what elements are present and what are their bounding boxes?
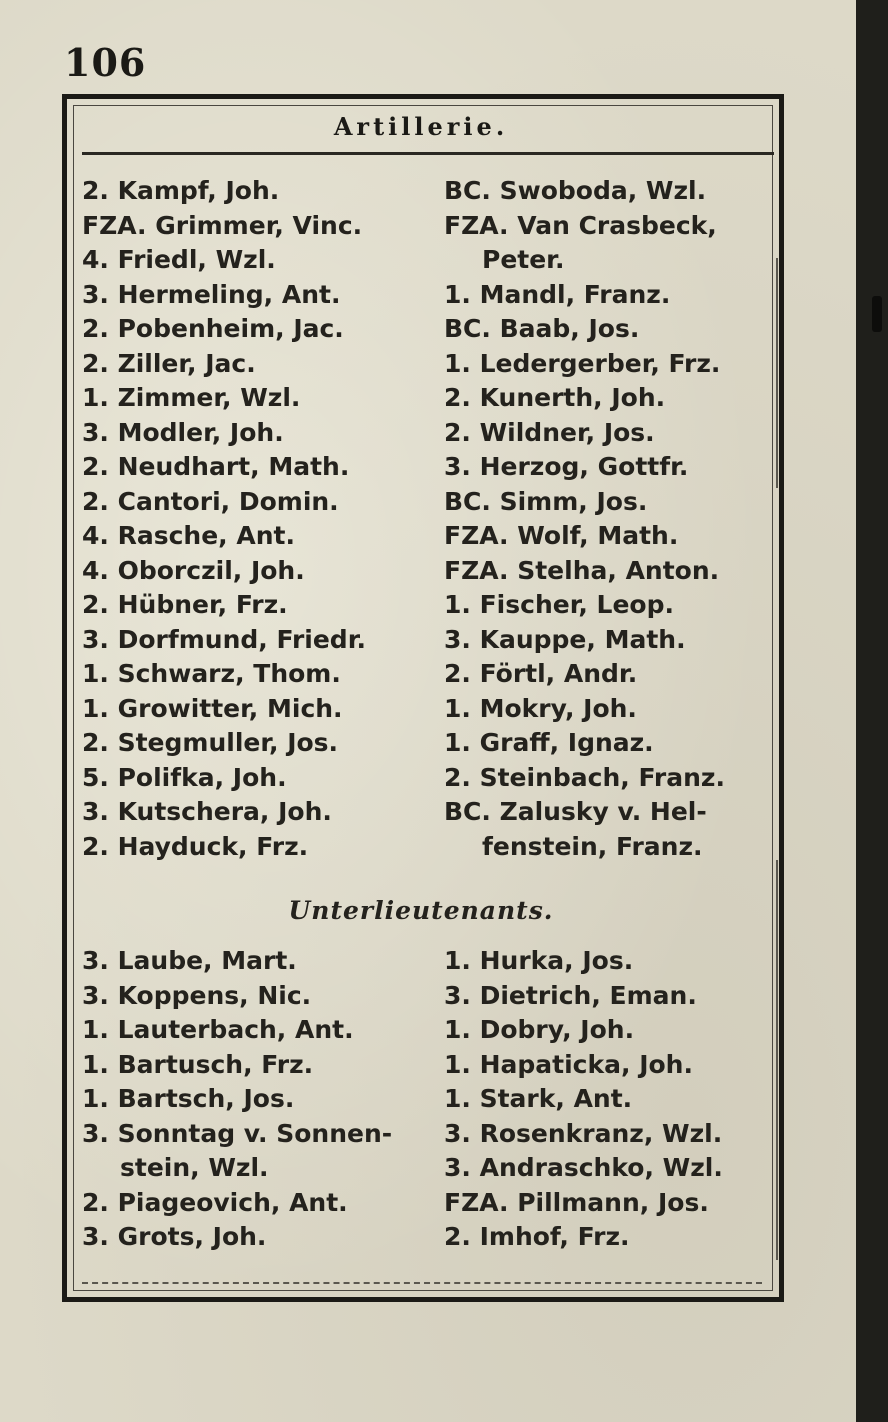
list-item: 3. Andraschko, Wzl.	[444, 1153, 723, 1182]
list-item: 3. Rosenkranz, Wzl.	[444, 1118, 723, 1148]
facing-page-edge	[856, 0, 888, 1422]
list-item: 2. Wildner, Jos.	[444, 417, 655, 447]
list-item: 3. Kauppe, Math.	[444, 624, 686, 654]
list-item: 1. Hapaticka, Joh.	[444, 1049, 693, 1079]
bottom-rule	[82, 1282, 762, 1284]
list-item: 4. Oborczil, Joh.	[82, 555, 305, 585]
list-item: 1. Schwarz, Thom.	[82, 659, 341, 688]
list-item: FZA. Pillmann, Jos.	[444, 1187, 709, 1217]
list-item: 2. Kampf, Joh.	[82, 176, 280, 205]
list-item: 3. Grots, Joh.	[82, 1222, 267, 1251]
list-item: 1. Bartsch, Jos.	[82, 1084, 295, 1113]
list-item: 1. Bartusch, Frz.	[82, 1049, 314, 1079]
list-item: 1. Growitter, Mich.	[82, 693, 343, 723]
list-item: 2. Cantori, Domin.	[82, 486, 339, 516]
list-item: 1. Lauterbach, Ant.	[82, 1015, 354, 1044]
list-item: 4. Friedl, Wzl.	[82, 245, 276, 274]
list-item-continuation: Peter.	[482, 245, 565, 274]
unterlieutenants-list-right	[444, 944, 723, 1255]
list-item: 3. Dorfmund, Friedr.	[82, 624, 366, 654]
list-item: 2. Piageovich, Ant.	[82, 1187, 348, 1217]
list-item: 2. Pobenheim, Jac.	[82, 314, 344, 343]
list-item: 1. Mokry, Joh.	[444, 693, 637, 723]
list-item: 2. Hayduck, Frz.	[82, 831, 309, 861]
list-item-continuation: fenstein, Franz.	[482, 831, 703, 861]
list-item: 3. Laube, Mart.	[82, 946, 297, 975]
title-rule	[82, 152, 774, 155]
list-item: 5. Polifka, Joh.	[82, 762, 287, 792]
list-item: BC. Baab, Jos.	[444, 314, 640, 343]
list-item: 1. Stark, Ant.	[444, 1084, 633, 1113]
list-item: 2. Förtl, Andr.	[444, 659, 638, 688]
list-item: 1. Fischer, Leop.	[444, 590, 675, 619]
list-item: 2. Stegmuller, Jos.	[82, 728, 339, 757]
list-item: FZA. Van Crasbeck,	[444, 210, 717, 240]
list-item: 2. Hübner, Frz.	[82, 590, 288, 619]
list-item-continuation: stein, Wzl.	[120, 1153, 269, 1182]
list-item: 1. Dobry, Joh.	[444, 1015, 635, 1044]
list-item: 2. Ziller, Jac.	[82, 348, 256, 378]
list-item: 4. Rasche, Ant.	[82, 521, 295, 550]
list-item: FZA. Stelha, Anton.	[444, 555, 720, 585]
list-item: 3. Hermeling, Ant.	[82, 279, 341, 309]
list-item: 2. Imhof, Frz.	[444, 1222, 630, 1251]
officer-list-left	[82, 174, 366, 864]
margin-rule	[776, 860, 778, 1260]
list-item: FZA. Wolf, Math.	[444, 521, 679, 550]
list-item: 3. Modler, Joh.	[82, 417, 284, 447]
edge-notch	[872, 296, 882, 332]
list-item: 2. Neudhart, Math.	[82, 452, 350, 481]
list-item: FZA. Grimmer, Vinc.	[82, 210, 363, 240]
section-title: Artillerie.	[333, 112, 509, 141]
list-item: BC. Zalusky v. Hel-	[444, 797, 707, 826]
list-item: 3. Koppens, Nic.	[82, 980, 312, 1010]
list-item: 2. Steinbach, Franz.	[444, 762, 725, 792]
list-item: 3. Dietrich, Eman.	[444, 980, 697, 1010]
list-item: 1. Graff, Ignaz.	[444, 728, 654, 757]
list-item: 3. Sonntag v. Sonnen-	[82, 1118, 393, 1148]
list-item: 3. Herzog, Gottfr.	[444, 452, 689, 481]
list-item: 1. Hurka, Jos.	[444, 946, 634, 975]
list-item: 3. Kutschera, Joh.	[82, 797, 332, 826]
unterlieutenants-list-left	[82, 944, 392, 1255]
list-item: 1. Mandl, Franz.	[444, 279, 671, 309]
margin-rule	[776, 258, 778, 488]
page-number: 106	[64, 40, 147, 85]
list-item: 2. Kunerth, Joh.	[444, 383, 666, 412]
subheading-unterlieutenants: Unterlieutenants.	[288, 896, 554, 925]
list-item: 1. Ledergerber, Frz.	[444, 348, 721, 378]
list-item: 1. Zimmer, Wzl.	[82, 383, 301, 412]
officer-list-right	[444, 174, 725, 864]
list-item: BC. Simm, Jos.	[444, 486, 648, 516]
list-item: BC. Swoboda, Wzl.	[444, 176, 707, 205]
